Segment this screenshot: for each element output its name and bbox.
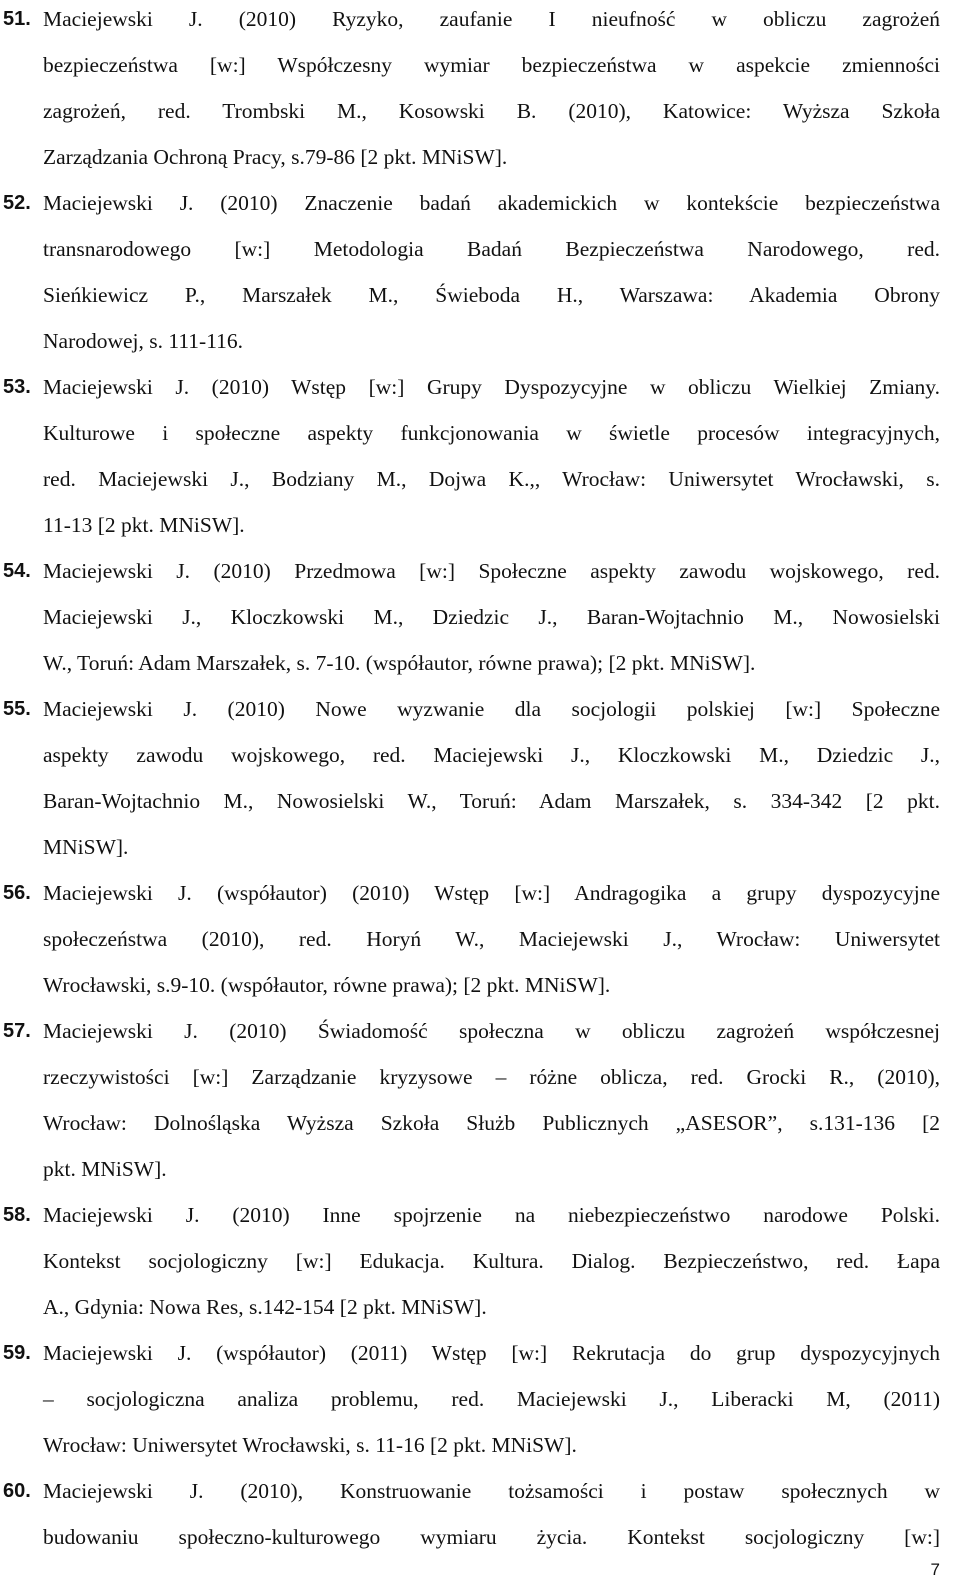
- bibliography-entry: [0, 180, 940, 364]
- entry-number: 57.: [3, 1020, 31, 1042]
- bibliography-entry: [0, 686, 940, 870]
- entry-line: [0, 824, 940, 870]
- entry-text: Kontekst socjologiczny [w:] Edukacja. Kultura. Dialog. Bezpieczeństwo, red. Łapa: [43, 1249, 940, 1273]
- entry-text: Maciejewski J. (2010) Świadomość społeczna w obliczu zagrożeń współczesnej: [43, 1019, 940, 1043]
- entry-text: Wrocław: Dolnośląska Wyższa Szkoła Służb Publicznych „ASESOR”, s.131-136 [2: [43, 1111, 940, 1135]
- entry-line: [0, 0, 940, 42]
- entry-number: 53.: [3, 376, 31, 398]
- entry-line: [0, 778, 940, 824]
- entry-text: bezpieczeństwa [w:] Współczesny wymiar bezpieczeństwa w aspekcie zmienności: [43, 53, 940, 77]
- entry-number: 52.: [3, 192, 31, 214]
- entry-text: – socjologiczna analiza problemu, red. Maciejewski J., Liberacki M, (2011): [43, 1387, 940, 1411]
- bibliography-entry: [0, 0, 940, 180]
- bibliography-entry: [0, 1468, 940, 1560]
- entry-line: [0, 1330, 940, 1376]
- entry-line: [0, 1376, 940, 1422]
- bibliography-entry: [0, 1192, 940, 1330]
- entry-text: aspekty zawodu wojskowego, red. Maciejewski J., Kloczkowski M., Dziedzic J.,: [43, 743, 940, 767]
- entry-line: [0, 502, 940, 548]
- entry-line: [0, 88, 940, 134]
- entry-line: [0, 410, 940, 456]
- entry-line: [0, 594, 940, 640]
- entry-text: 11-13 [2 pkt. MNiSW].: [43, 513, 245, 537]
- entry-line: [0, 1284, 940, 1330]
- entry-text: Wrocław: Uniwersytet Wrocławski, s. 11-16 [2 pkt. MNiSW].: [43, 1433, 577, 1457]
- entry-line: [0, 1054, 940, 1100]
- entry-line: [0, 1100, 940, 1146]
- entry-text: Maciejewski J. (2010) Wstęp [w:] Grupy Dyspozycyjne w obliczu Wielkiej Zmiany.: [43, 375, 940, 399]
- entry-line: [0, 134, 940, 180]
- bibliography-entry: [0, 1330, 940, 1468]
- entry-line: [0, 318, 940, 364]
- entry-line: [0, 1514, 940, 1560]
- entry-text: Maciejewski J. (2010) Znaczenie badań akademickich w kontekście bezpieczeństwa: [43, 191, 940, 215]
- entry-line: [0, 364, 940, 410]
- entry-number: 56.: [3, 882, 31, 904]
- entry-text: Wrocławski, s.9-10. (współautor, równe prawa); [2 pkt. MNiSW].: [43, 973, 611, 997]
- entry-line: [0, 548, 940, 594]
- entry-text: transnarodowego [w:] Metodologia Badań Bezpieczeństwa Narodowego, red.: [43, 237, 940, 261]
- entry-text: Maciejewski J. (2010) Inne spojrzenie na niebezpieczeństwo narodowe Polski.: [43, 1203, 940, 1227]
- entry-number: 60.: [3, 1480, 31, 1502]
- entry-text: Baran-Wojtachnio M., Nowosielski W., Toruń: Adam Marszałek, s. 334-342 [2 pkt.: [43, 789, 940, 813]
- entry-line: [0, 272, 940, 318]
- entry-text: rzeczywistości [w:] Zarządzanie kryzysowe – różne oblicza, red. Grocki R., (2010),: [43, 1065, 940, 1089]
- entry-line: [0, 1238, 940, 1284]
- entry-text: pkt. MNiSW].: [43, 1157, 167, 1181]
- entry-text: Kulturowe i społeczne aspekty funkcjonowania w świetle procesów integracyjnych,: [43, 421, 940, 445]
- entry-line: [0, 640, 940, 686]
- entry-text: Zarządzania Ochroną Pracy, s.79-86 [2 pkt. MNiSW].: [43, 145, 508, 169]
- entry-line: [0, 226, 940, 272]
- entry-text: budowaniu społeczno-kulturowego wymiaru życia. Kontekst socjologiczny [w:]: [43, 1525, 940, 1549]
- entry-text: społeczeństwa (2010), red. Horyń W., Maciejewski J., Wrocław: Uniwersytet: [43, 927, 940, 951]
- entry-text: Maciejewski J. (2010) Przedmowa [w:] Społeczne aspekty zawodu wojskowego, red.: [43, 559, 940, 583]
- entry-line: [0, 1192, 940, 1238]
- entry-number: 59.: [3, 1342, 31, 1364]
- entry-text: A., Gdynia: Nowa Res, s.142-154 [2 pkt. MNiSW].: [43, 1295, 487, 1319]
- page-number: 7: [930, 1560, 940, 1579]
- entry-text: Maciejewski J. (2010) Ryzyko, zaufanie I nieufność w obliczu zagrożeń: [43, 7, 940, 31]
- entry-line: [0, 1422, 940, 1468]
- entry-line: [0, 916, 940, 962]
- entry-line: [0, 686, 940, 732]
- bibliography-entry: [0, 870, 940, 1008]
- entry-text: Maciejewski J. (2010), Konstruowanie tożsamości i postaw społecznych w: [43, 1479, 940, 1503]
- entry-line: [0, 870, 940, 916]
- entry-text: red. Maciejewski J., Bodziany M., Dojwa K.,, Wrocław: Uniwersytet Wrocławski, s.: [43, 467, 940, 491]
- entry-line: [0, 1468, 940, 1514]
- entry-line: [0, 456, 940, 502]
- entry-number: 54.: [3, 560, 31, 582]
- entry-line: [0, 1008, 940, 1054]
- entry-text: zagrożeń, red. Trombski M., Kosowski B. (2010), Katowice: Wyższa Szkoła: [43, 99, 940, 123]
- entry-text: MNiSW].: [43, 835, 129, 859]
- entry-line: [0, 180, 940, 226]
- bibliography-entry: [0, 548, 940, 686]
- entry-line: [0, 42, 940, 88]
- entry-line: [0, 962, 940, 1008]
- entry-line: [0, 732, 940, 778]
- entry-text: Maciejewski J. (2010) Nowe wyzwanie dla socjologii polskiej [w:] Społeczne: [43, 697, 940, 721]
- entry-text: Narodowej, s. 111-116.: [43, 329, 244, 353]
- entry-number: 58.: [3, 1204, 31, 1226]
- entry-text: Maciejewski J. (współautor) (2010) Wstęp [w:] Andragogika a grupy dyspozycyjne: [43, 881, 940, 905]
- entry-text: Maciejewski J., Kloczkowski M., Dziedzic J., Baran-Wojtachnio M., Nowosielski: [43, 605, 940, 629]
- entry-text: Sieńkiewicz P., Marszałek M., Świeboda H., Warszawa: Akademia Obrony: [43, 283, 940, 307]
- entry-number: 51.: [3, 8, 31, 30]
- entry-text: W., Toruń: Adam Marszałek, s. 7-10. (współautor, równe prawa); [2 pkt. MNiSW].: [43, 651, 756, 675]
- entry-line: [0, 1146, 940, 1192]
- entry-text: Maciejewski J. (współautor) (2011) Wstęp [w:] Rekrutacja do grup dyspozycyjnych: [43, 1341, 940, 1365]
- bibliography-entry: [0, 1008, 940, 1192]
- bibliography-entry: [0, 364, 940, 548]
- entry-number: 55.: [3, 698, 31, 720]
